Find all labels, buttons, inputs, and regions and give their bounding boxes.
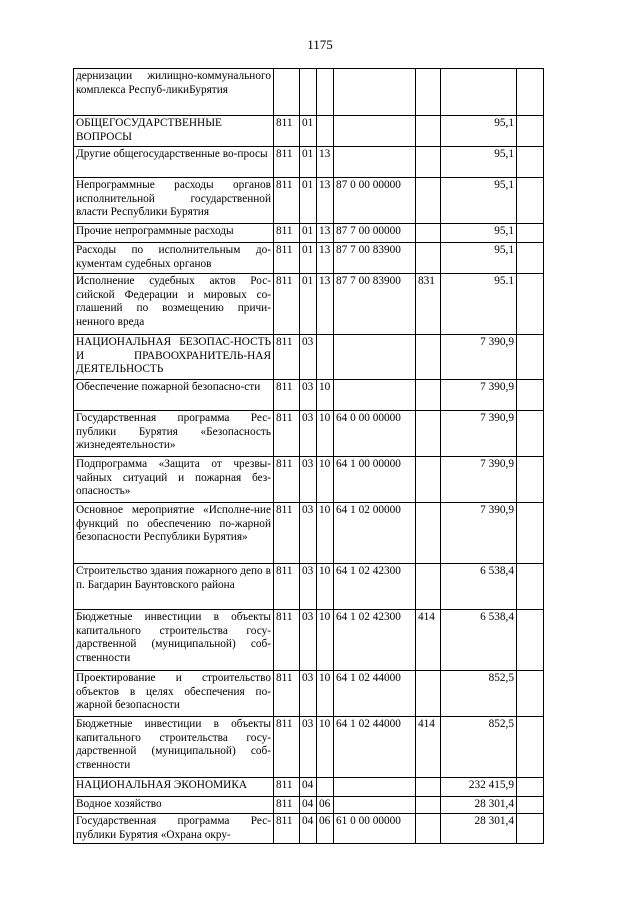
row-expense-type: 831 [416, 274, 441, 335]
row-code: 811 [274, 178, 300, 224]
row-sum: 7 390,9 [441, 457, 517, 503]
row-subsection [317, 778, 334, 797]
row-article: 64 1 00 00000 [334, 457, 416, 503]
table-row [74, 69, 544, 116]
table-row [74, 610, 544, 671]
row-extra [517, 274, 544, 335]
row-name: Проектирование и строительство объектов в целях обеспечения по-жарной безопасности [74, 671, 274, 717]
row-sum: 95,1 [441, 178, 517, 224]
row-section: 01 [300, 274, 317, 335]
row-expense-type [416, 69, 441, 116]
row-expense-type [416, 243, 441, 274]
row-article: 64 1 02 44000 [334, 717, 416, 778]
table-row [74, 797, 544, 814]
row-section: 03 [300, 380, 317, 411]
table-row [74, 243, 544, 274]
row-section: 01 [300, 224, 317, 243]
row-subsection: 13 [317, 224, 334, 243]
row-sum: 852,5 [441, 671, 517, 717]
row-code: 811 [274, 814, 300, 844]
row-article [334, 69, 416, 116]
row-section: 03 [300, 671, 317, 717]
row-code: 811 [274, 671, 300, 717]
row-sum: 95,1 [441, 224, 517, 243]
row-expense-type [416, 335, 441, 380]
table-row [74, 380, 544, 411]
row-expense-type [416, 457, 441, 503]
row-article: 64 1 02 44000 [334, 671, 416, 717]
row-sum: 7 390,9 [441, 380, 517, 411]
row-code: 811 [274, 797, 300, 814]
row-expense-type [416, 797, 441, 814]
row-subsection: 06 [317, 814, 334, 844]
row-sum [441, 69, 517, 116]
table-row [74, 671, 544, 717]
row-sum: 6 538,4 [441, 610, 517, 671]
row-sum: 28 301,4 [441, 797, 517, 814]
row-name: Бюджетные инвестиции в объекты капитального строительства госу-дарственной (муниципальной) соб-ственности [74, 610, 274, 671]
row-expense-type [416, 116, 441, 147]
row-extra [517, 224, 544, 243]
row-article [334, 116, 416, 147]
row-sum: 95,1 [441, 243, 517, 274]
row-name: дернизации жилищно-коммунального комплекса Респуб-ликиБурятия [74, 69, 274, 116]
row-article: 64 1 02 42300 [334, 610, 416, 671]
row-article: 87 7 00 83900 [334, 243, 416, 274]
row-subsection: 13 [317, 178, 334, 224]
row-extra [517, 178, 544, 224]
row-article [334, 778, 416, 797]
row-extra [517, 243, 544, 274]
row-name: Бюджетные инвестиции в объекты капитального строительства госу-дарственной (муниципальной) соб-ственности [74, 717, 274, 778]
row-code: 811 [274, 147, 300, 178]
table-row [74, 778, 544, 797]
row-article: 87 0 00 00000 [334, 178, 416, 224]
row-name: Государственная программа Рес-публики Бурятия «Охрана окру- [74, 814, 274, 844]
row-section: 04 [300, 814, 317, 844]
row-extra [517, 116, 544, 147]
row-extra [517, 69, 544, 116]
table-row [74, 224, 544, 243]
row-section: 01 [300, 116, 317, 147]
row-name: Основное мероприятие «Исполне-ние функций по обеспечению по-жарной безопасности Республики Бурятия» [74, 503, 274, 564]
row-extra [517, 564, 544, 610]
row-sum: 852,5 [441, 717, 517, 778]
table-row [74, 411, 544, 457]
row-extra [517, 147, 544, 178]
row-sum: 95,1 [441, 147, 517, 178]
row-name: Прочие непрограммные расходы [74, 224, 274, 243]
row-article [334, 335, 416, 380]
row-code: 811 [274, 610, 300, 671]
row-subsection [317, 335, 334, 380]
row-section: 03 [300, 457, 317, 503]
row-extra [517, 778, 544, 797]
row-expense-type: 414 [416, 610, 441, 671]
row-code: 811 [274, 335, 300, 380]
row-name: Подпрограмма «Защита от чрезвы-чайных ситуаций и пожарная без-опасность» [74, 457, 274, 503]
row-name: НАЦИОНАЛЬНАЯ ЭКОНОМИКА [74, 778, 274, 797]
row-sum: 28 301,4 [441, 814, 517, 844]
row-expense-type [416, 380, 441, 411]
row-sum: 7 390,9 [441, 503, 517, 564]
row-article: 87 7 00 83900 [334, 274, 416, 335]
row-section: 04 [300, 778, 317, 797]
row-section: 03 [300, 564, 317, 610]
row-section: 03 [300, 717, 317, 778]
row-code: 811 [274, 778, 300, 797]
row-code: 811 [274, 457, 300, 503]
row-article: 87 7 00 00000 [334, 224, 416, 243]
row-extra [517, 797, 544, 814]
row-sum: 95,1 [441, 116, 517, 147]
row-code: 811 [274, 274, 300, 335]
row-name: НАЦИОНАЛЬНАЯ БЕЗОПАС-НОСТЬ И ПРАВООХРАНИТЕЛЬ-НАЯ ДЕЯТЕЛЬНОСТЬ [74, 335, 274, 380]
table-row [74, 116, 544, 147]
page-number: 1175 [307, 37, 333, 52]
row-subsection: 06 [317, 797, 334, 814]
row-name: Строительство здания пожарного депо в п. Багдарин Баунтовского района [74, 564, 274, 610]
row-expense-type [416, 503, 441, 564]
row-extra [517, 814, 544, 844]
table-row [74, 147, 544, 178]
table-row [74, 178, 544, 224]
row-article: 64 0 00 00000 [334, 411, 416, 457]
row-expense-type [416, 411, 441, 457]
row-extra [517, 335, 544, 380]
table-row [74, 274, 544, 335]
row-name: Водное хозяйство [74, 797, 274, 814]
budget-table [73, 68, 544, 844]
row-code: 811 [274, 224, 300, 243]
row-sum: 6 538,4 [441, 564, 517, 610]
row-name: Исполнение судебных актов Рос-сийской Федерации и мировых со-глашений по возмещению причи-ненного вреда [74, 274, 274, 335]
row-subsection: 10 [317, 610, 334, 671]
row-subsection: 10 [317, 503, 334, 564]
row-code: 811 [274, 116, 300, 147]
row-name: Обеспечение пожарной безопасно-сти [74, 380, 274, 411]
row-section: 04 [300, 797, 317, 814]
row-sum: 7 390,9 [441, 335, 517, 380]
row-code: 811 [274, 503, 300, 564]
row-name: Непрограммные расходы органов исполнительной государственной власти Республики Бурятия [74, 178, 274, 224]
row-section: 03 [300, 411, 317, 457]
row-name: ОБЩЕГОСУДАРСТВЕННЫЕ ВОПРОСЫ [74, 116, 274, 147]
row-name: Государственная программа Рес-публики Бурятия «Безопасность жизнедеятельности» [74, 411, 274, 457]
table-row [74, 335, 544, 380]
row-article: 61 0 00 00000 [334, 814, 416, 844]
row-code: 811 [274, 717, 300, 778]
row-expense-type [416, 224, 441, 243]
row-name: Расходы по исполнительным до-кументам судебных органов [74, 243, 274, 274]
row-subsection: 10 [317, 411, 334, 457]
row-code: 811 [274, 243, 300, 274]
row-subsection: 10 [317, 717, 334, 778]
row-subsection [317, 116, 334, 147]
row-expense-type [416, 778, 441, 797]
row-section: 01 [300, 243, 317, 274]
row-subsection: 10 [317, 671, 334, 717]
table-row [74, 503, 544, 564]
row-expense-type [416, 814, 441, 844]
row-subsection [317, 69, 334, 116]
row-extra [517, 671, 544, 717]
row-expense-type [416, 671, 441, 717]
row-expense-type [416, 178, 441, 224]
row-subsection: 13 [317, 274, 334, 335]
row-code: 811 [274, 411, 300, 457]
row-code [274, 69, 300, 116]
table-row [74, 717, 544, 778]
row-subsection: 13 [317, 147, 334, 178]
row-article [334, 797, 416, 814]
row-section [300, 69, 317, 116]
row-extra [517, 411, 544, 457]
row-sum: 95.1 [441, 274, 517, 335]
table-row [74, 457, 544, 503]
row-code: 811 [274, 564, 300, 610]
row-name: Другие общегосударственные во-просы [74, 147, 274, 178]
row-extra [517, 457, 544, 503]
row-subsection: 10 [317, 457, 334, 503]
row-expense-type [416, 147, 441, 178]
row-sum: 7 390,9 [441, 411, 517, 457]
row-section: 03 [300, 335, 317, 380]
row-article: 64 1 02 42300 [334, 564, 416, 610]
row-section: 03 [300, 503, 317, 564]
row-article [334, 147, 416, 178]
row-expense-type [416, 564, 441, 610]
row-code: 811 [274, 380, 300, 411]
row-extra [517, 380, 544, 411]
row-section: 01 [300, 178, 317, 224]
row-section: 03 [300, 610, 317, 671]
table-row [74, 564, 544, 610]
row-subsection: 10 [317, 380, 334, 411]
row-sum: 232 415,9 [441, 778, 517, 797]
table-row [74, 814, 544, 844]
row-subsection: 10 [317, 564, 334, 610]
row-article [334, 380, 416, 411]
row-section: 01 [300, 147, 317, 178]
row-extra [517, 610, 544, 671]
row-article: 64 1 02 00000 [334, 503, 416, 564]
row-extra [517, 503, 544, 564]
row-extra [517, 717, 544, 778]
row-expense-type: 414 [416, 717, 441, 778]
row-subsection: 13 [317, 243, 334, 274]
